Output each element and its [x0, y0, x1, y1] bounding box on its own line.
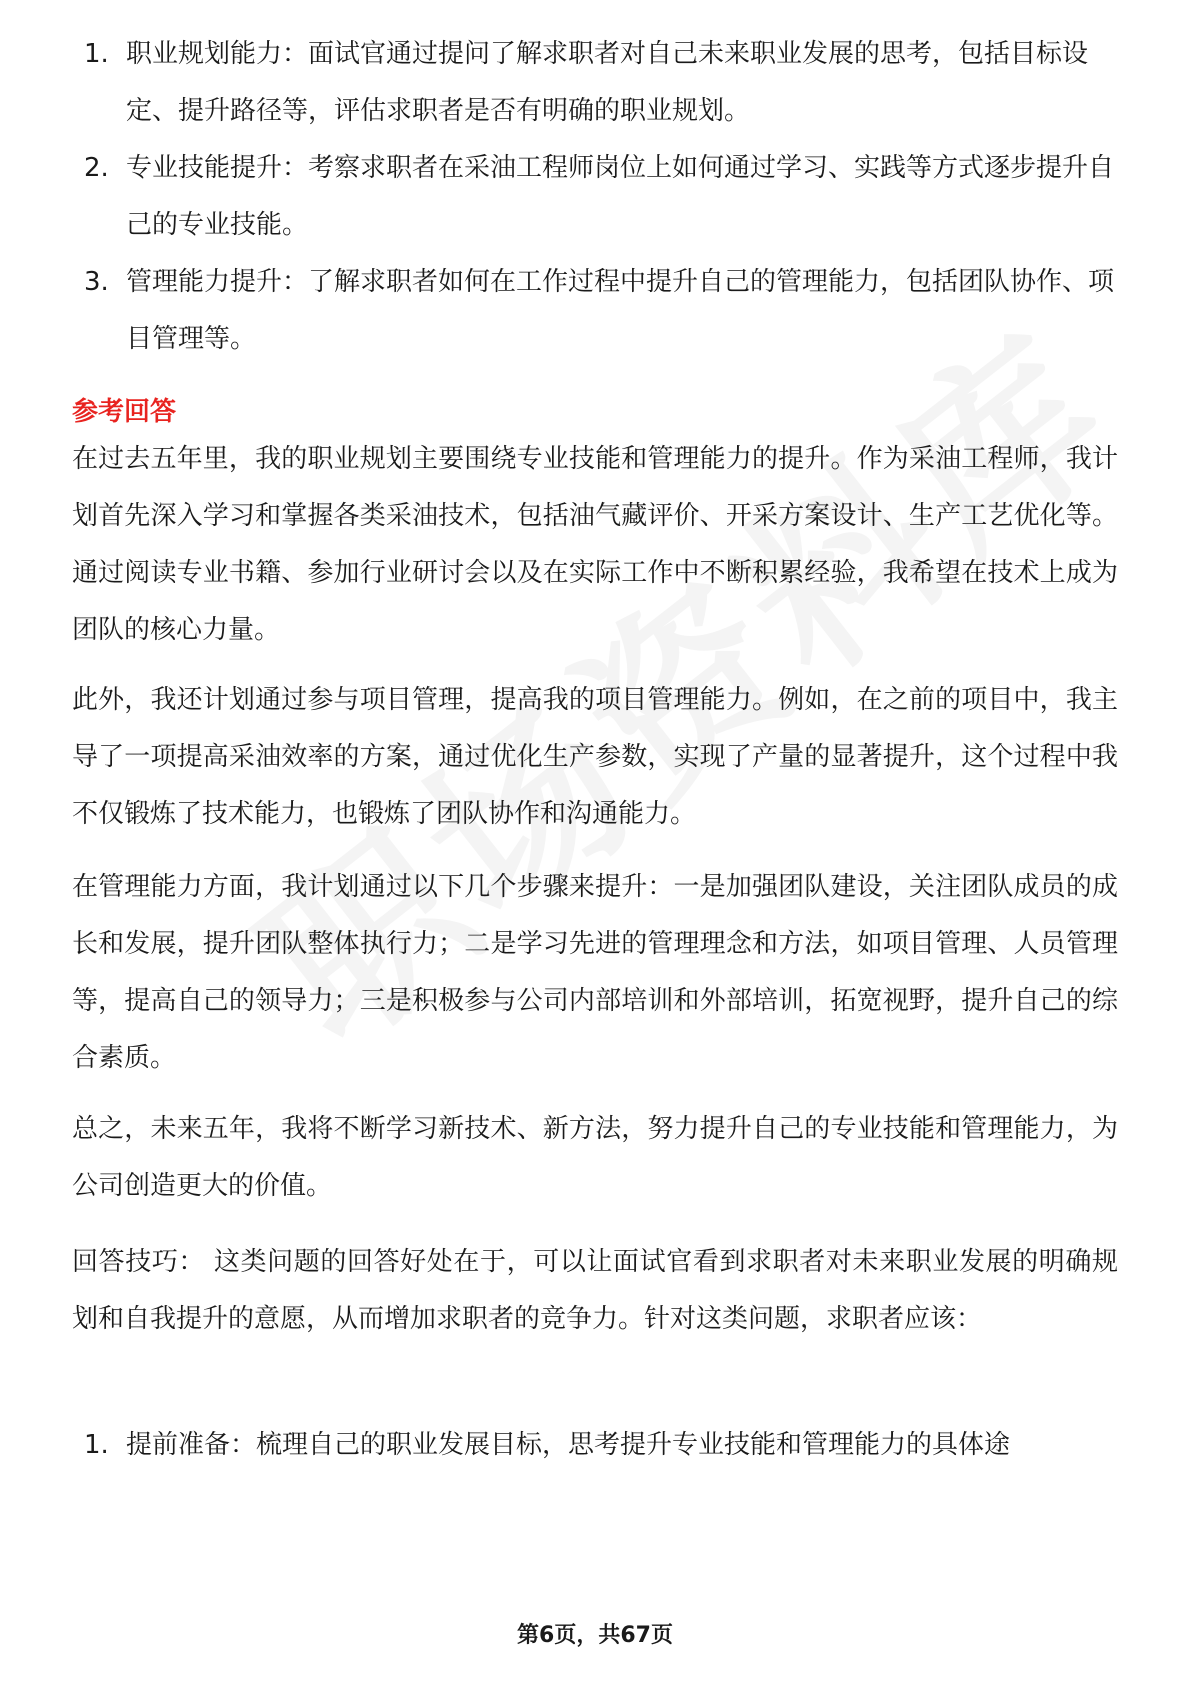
list-item-text: 提前准备：梳理自己的职业发展目标，思考提升专业技能和管理能力的具体途 — [126, 1430, 1011, 1460]
list-item-text: 专业技能提升：考察求职者在采油工程师岗位上如何通过学习、实践等方式逐步提升自己的专业技能。 — [126, 153, 1115, 240]
list-item — [70, 1417, 1120, 1474]
list-item-number: 1. — [84, 1430, 109, 1460]
answer-paragraph-4: 总之，未来五年，我将不断学习新技术、新方法，努力提升自己的专业技能和管理能力，为公司创造更大的价值。 — [72, 1114, 1118, 1201]
answer-paragraph-3: 在管理能力方面，我计划通过以下几个步骤来提升：一是加强团队建设，关注团队成员的成长和发展，提升团队整体执行力；二是学习先进的管理理念和方法，如项目管理、人员管理等，提高自己的领导力；三是积极参与公司内部培训和外部培训，拓宽视野，提升自己的综合素质。 — [72, 872, 1118, 1073]
bottom-numbered-list — [70, 1417, 1120, 1474]
list-item-number: 3. — [84, 267, 109, 297]
list-item-text: 管理能力提升：了解求职者如何在工作过程中提升自己的管理能力，包括团队协作、项目管理等。 — [126, 267, 1115, 354]
list-item — [70, 254, 1120, 368]
answer-tips-paragraph: 回答技巧： 这类问题的回答好处在于，可以让面试官看到求职者对未来职业发展的明确规划和自我提升的意愿，从而增加求职者的竞争力。针对这类问题，求职者应该： — [72, 1247, 1118, 1334]
list-item-text: 职业规划能力：面试官通过提问了解求职者对自己未来职业发展的思考，包括目标设定、提升路径等，评估求职者是否有明确的职业规划。 — [126, 39, 1089, 126]
page-footer: 第6页，共67页 — [517, 1623, 673, 1648]
list-item-number: 1. — [84, 39, 109, 69]
answer-paragraph-2: 此外，我还计划通过参与项目管理，提高我的项目管理能力。例如，在之前的项目中，我主导了一项提高采油效率的方案，通过优化生产参数，实现了产量的显著提升，这个过程中我不仅锻炼了技术能力，也锻炼了团队协作和沟通能力。 — [72, 685, 1118, 829]
list-item-number: 2. — [84, 153, 109, 183]
list-item — [70, 26, 1120, 140]
reference-answer-heading: 参考回答 — [72, 397, 177, 427]
answer-paragraph-1: 在过去五年里，我的职业规划主要围绕专业技能和管理能力的提升。作为采油工程师，我计划首先深入学习和掌握各类采油技术，包括油气藏评价、开采方案设计、生产工艺优化等。通过阅读专业书籍、参加行业研讨会以及在实际工作中不断积累经验，我希望在技术上成为团队的核心力量。 — [72, 444, 1118, 645]
list-item — [70, 140, 1120, 254]
top-numbered-list — [70, 26, 1120, 368]
